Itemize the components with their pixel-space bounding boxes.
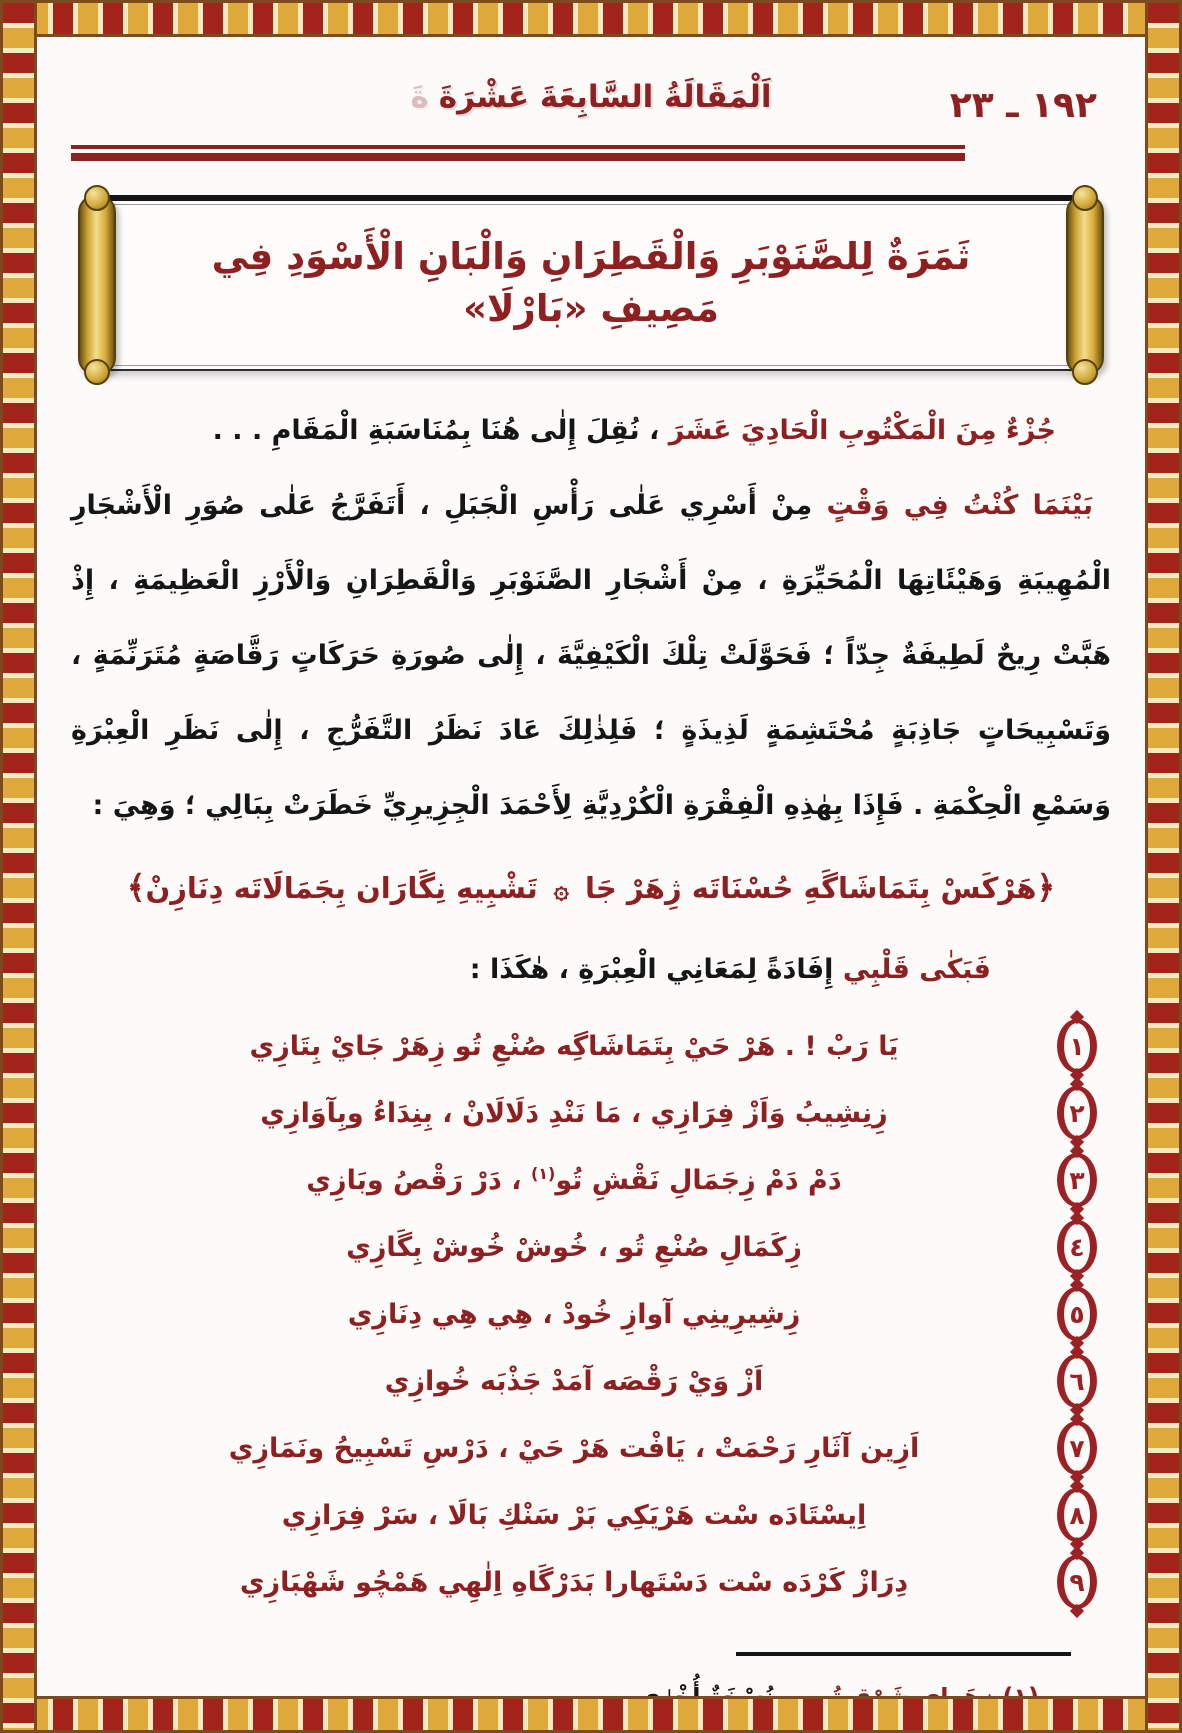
item-number: ٩ <box>1069 1567 1085 1597</box>
hemistich-2: تَشْبِيهِ نِگَارَان بِجَمَالَاتَه دِنَازِنْ <box>145 870 538 905</box>
kurdish-couplet <box>71 845 1111 932</box>
verse-line-text: اَزْ وَيْ رَقْصَه آمَدْ جَذْبَه خُوازِي <box>384 1366 764 1398</box>
verse-line <box>101 1231 1047 1263</box>
number-medallion <box>1057 1421 1097 1475</box>
gold-scroll-ornament-icon <box>78 195 116 375</box>
verse-line-text: اَزِين آثَارِ رَحْمَتْ ، يَافْت هَرْ حَيْ ، دَرْسِ تَسْبِيحُ ونَمَازِي <box>228 1433 920 1465</box>
double-rule <box>71 145 965 161</box>
paragraph-lead: جُزْءٌ مِنَ الْمَكْتُوبِ الْحَادِيَ عَشَرَ <box>668 414 1056 446</box>
list-item <box>71 1281 1111 1348</box>
footnote-separator <box>736 1652 1071 1656</box>
page-header <box>71 57 1111 137</box>
verse-line-text: دَمْ دَمْ زِجَمَالِ نَقْشِ تُو <box>555 1165 842 1197</box>
paragraph-main <box>71 468 1111 843</box>
number-medallion <box>1057 1287 1097 1341</box>
numbered-verse-list <box>71 1013 1111 1616</box>
chapter-title-text: اَلْمَقَالَةُ السَّابِعَةَ عَشْرَةَ <box>438 79 772 115</box>
paragraph-body: ، نُقِلَ إِلٰى هُنَا بِمُنَاسَبَةِ الْمَقَامِ . . . <box>212 414 660 446</box>
rule-thin <box>71 145 965 149</box>
page-number: ١٩٢ ـ ٢٣ <box>949 85 1097 126</box>
verse-line <box>101 1164 1047 1196</box>
chapter-title-ghost-print: ةَ <box>410 79 429 115</box>
verse-line <box>101 1298 1047 1330</box>
footnote-ref: (١) <box>530 1164 556 1184</box>
ornate-bracket-close: ﴾ <box>126 867 146 906</box>
list-item <box>71 1013 1111 1080</box>
ornate-bracket-open: ﴿ <box>1036 867 1056 906</box>
verse-line <box>101 1432 1047 1464</box>
verse-line-text: ، دَرْ رَقْصُ وبَازِي <box>306 1165 531 1197</box>
paragraph-lead: بَيْنَمَا كُنْتُ فِي وَقْتٍ <box>826 489 1093 521</box>
verse-line-text: اِيسْتَادَه سْت هَرْيَكِي بَرْ سَنْكِ بَالَا ، سَرْ فِرَازِي <box>281 1500 867 1532</box>
list-item <box>71 1482 1111 1549</box>
verse-line-text: زِنِشِيبُ وَاَزْ فِرَازِي ، مَا نَنْدِ دَلَالَانْ ، بِنِدَاءُ وبِآوَازِي <box>260 1098 888 1130</box>
verse-line <box>101 1566 1047 1598</box>
section-title-box <box>93 195 1089 371</box>
number-medallion <box>1057 1086 1097 1140</box>
section-title-box-wrap <box>93 195 1089 371</box>
number-medallion <box>1057 1019 1097 1073</box>
number-medallion <box>1057 1220 1097 1274</box>
verse-line <box>101 1097 1047 1129</box>
frame-chain-top <box>3 3 1179 37</box>
list-item <box>71 1214 1111 1281</box>
paragraph-transition <box>71 932 1111 1007</box>
item-number: ٥ <box>1069 1299 1085 1329</box>
paragraph-lead: فَبَكٰى قَلْبِي <box>842 953 991 985</box>
rule-thick <box>71 153 965 161</box>
paragraph-body: مِنْ أَسْرِي عَلٰى رَأْسِ الْجَبَلِ ، أَتَفَرَّجُ عَلٰى صُوَرِ الْأَشْجَارِ الْمُهِيبَةِ وَهَيْئَاتِهَا الْمُحَيِّرَةِ ، مِنْ أَشْجَارِ الصَّنَوْبَرِ وَالْقَطِرَانِ وَالْأَرْزِ الْعَظِيمَةِ ، إِذْ هَبَّتْ رِيحٌ لَطِيفَةٌ جِدّاً ؛ فَحَوَّلَتْ تِلْكَ الْكَيْفِيَّةَ ، إِلٰى صُورَةِ حَرَكَاتٍ رَقَّاصَةٍ مُتَرَنِّمَةٍ ، وَتَسْبِيحَاتٍ جَاذِبَةٍ مُحْتَشِمَةٍ لَذِيذَةٍ ؛ فَلِذٰلِكَ عَادَ نَظَرُ التَّفَرُّجِ ، إِلٰى نَظَرِ الْعِبْرَةِ وَسَمْعِ الْحِكْمَةِ . فَإِذَا بِهٰذِهِ الْفِقْرَةِ الْكُرْدِيَّةِ لِأَحْمَدَ الْجِزِيرِيِّ خَطَرَتْ بِبَالِي ؛ وَهِيَ : <box>71 489 1111 821</box>
verse-line <box>101 1030 1047 1062</box>
number-medallion <box>1057 1153 1097 1207</box>
verse-line <box>101 1499 1047 1531</box>
page-content <box>37 37 1145 1696</box>
paragraph-body: إِفَادَةً لِمَعَانِي الْعِبْرَةِ ، هٰكَذَا : <box>469 953 834 985</box>
item-number: ٣ <box>1069 1165 1085 1195</box>
list-item <box>71 1348 1111 1415</box>
gold-scroll-ornament-icon <box>1066 195 1104 375</box>
frame-chain-right <box>1145 3 1179 1730</box>
item-number: ٧ <box>1069 1433 1085 1463</box>
verse-line-text: زِشِيرِينِي آوازِ خُودْ ، هِي هِي دِنَازِي <box>347 1299 801 1331</box>
list-item <box>71 1415 1111 1482</box>
hemistich-1: هَرْكَسْ بِتَمَاشَاگَهِ حُسْنَاتَه ژِهَرْ جَا <box>584 870 1037 905</box>
item-number: ١ <box>1069 1031 1085 1061</box>
item-number: ٦ <box>1069 1366 1085 1396</box>
verse-line-text: زِكَمَالِ صُنْعِ تُو ، خُوشْ خُوشْ بِگَازِي <box>346 1232 802 1264</box>
paragraph-intro <box>71 393 1111 468</box>
list-item <box>71 1549 1111 1616</box>
frame-chain-left <box>3 3 37 1730</box>
section-title: ثَمَرَةٌ لِلصَّنَوْبَرِ وَالْقَطِرَانِ وَالْبَانِ الْأَسْوَدِ فِي مَصِيفِ «بَارْلَا» <box>211 235 971 330</box>
verse-line-text: دِرَازْ كَرْدَه سْت دَسْتَهارا بَدَرْگَاهِ اِلٰهِي هَمْچُو شَهْبَازِي <box>239 1567 909 1599</box>
item-number: ٤ <box>1069 1232 1085 1262</box>
verse-line <box>101 1365 1047 1397</box>
verse-divider-icon: ۞ <box>553 874 569 905</box>
number-medallion <box>1057 1488 1097 1542</box>
number-medallion <box>1057 1555 1097 1609</box>
number-medallion <box>1057 1354 1097 1408</box>
verse-line-text: يَا رَبْ ! . هَرْ حَيْ بِتَمَاشَاگِه صُنْعِ تُو زِهَرْ جَايْ بِتَازِي <box>249 1031 899 1063</box>
item-number: ٢ <box>1069 1098 1085 1128</box>
frame-chain-bottom <box>3 1696 1179 1730</box>
list-item <box>71 1080 1111 1147</box>
list-item <box>71 1147 1111 1214</box>
item-number: ٨ <box>1069 1500 1085 1530</box>
